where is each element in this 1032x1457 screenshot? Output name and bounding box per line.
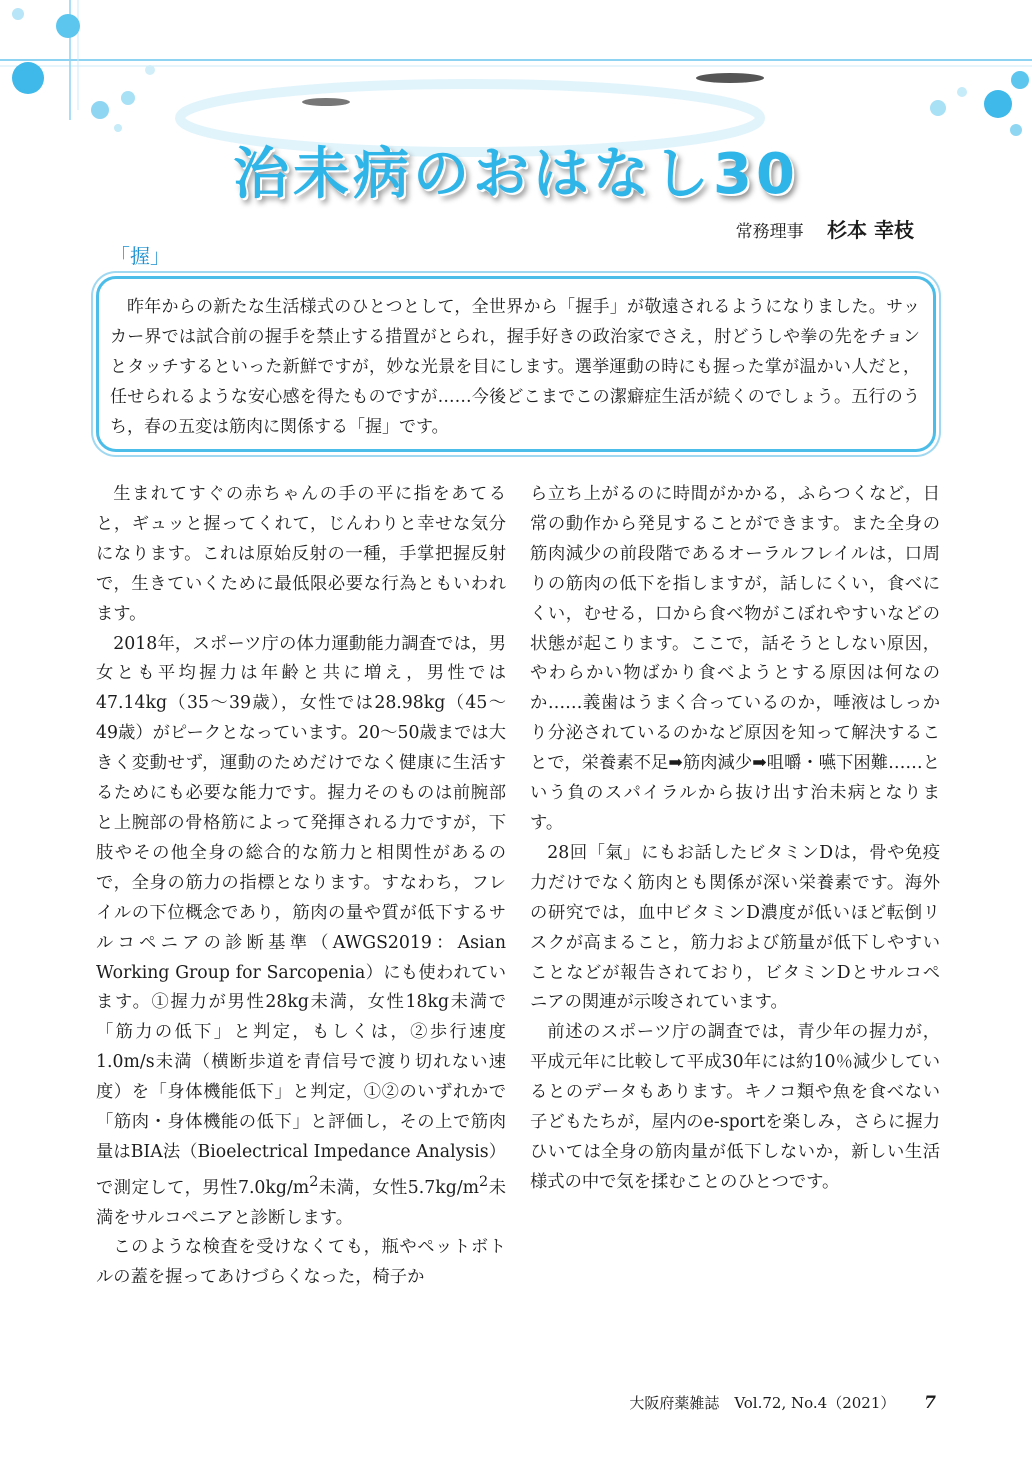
section-heading: 「握」 xyxy=(110,244,170,268)
left-paragraph-1: 生まれてすぐの赤ちゃんの手の平に指をあてると，ギュッと握ってくれて，じんわりと幸せな気分になります。これは原始反射の一種，手掌把握反射で，生きていくために最低限必要な行為ともいわれます。 xyxy=(96,484,506,624)
author-name: 杉本 幸枝 xyxy=(827,218,914,242)
right-paragraph-3: 前述のスポーツ庁の調査では，青少年の握力が，平成元年に比較して平成30年には約10％減少しているとのデータもあります。キノコ類や魚を食べない子どもたちが，屋内のe-sportを楽しみ，さらに握力ひいては全身の筋肉量が低下しないか，新しい生活様式の中で気を揉むことのひとつです。 xyxy=(530,1022,940,1192)
arrow-icon: ➡ xyxy=(668,753,683,774)
right-paragraph-1 xyxy=(530,480,940,839)
author-role: 常務理事 xyxy=(735,222,804,242)
journal-citation: 大阪府薬雑誌 Vol.72, No.4（2021） xyxy=(629,1394,896,1412)
superscript-2a: 2 xyxy=(309,1173,319,1190)
right-column xyxy=(530,480,940,1198)
right-paragraph-2: 28回「氣」にもお話したビタミンDは，骨や免疫力だけでなく筋肉とも関係が深い栄養素です。海外の研究では，血中ビタミンD濃度が低いほど転倒リスクが高まること，筋力および筋量が低下しやすいことなどが報告されており，ビタミンDとサルコペニアの関連が示唆されています。 xyxy=(530,842,940,1013)
left-column xyxy=(96,480,506,1293)
author-line xyxy=(736,214,914,243)
arrow-icon: ➡ xyxy=(752,753,767,774)
left-paragraph-2-c: 未満をサルコペニアと診断します。 xyxy=(96,1177,506,1228)
page-number: 7 xyxy=(924,1393,936,1413)
page-title: 治未病のおはなし30 xyxy=(233,142,799,207)
left-paragraph-2 xyxy=(96,630,506,1234)
intro-paragraph: 昨年からの新たな生活様式のひとつとして，全世界から「握手」が敬遠されるようになりました。サッカー界では試合前の握手を禁止する措置がとられ，握手好きの政治家でさえ，肘どうしや拳の先をチョンとタッチするといった新鮮ですが，妙な光景を目にします。選挙運動の時にも握った掌が温かい人だと，任せられるような安心感を得たものですが……今後どこまでこの潔癖症生活が続くのでしょう。五行のうち，春の五変は筋肉に関係する「握」です。 xyxy=(110,297,920,437)
right-paragraph-1-b: 筋肉減少 xyxy=(682,753,753,774)
left-paragraph-2-a: 2018年，スポーツ庁の体力運動能力調査では，男女とも平均握力は年齢と共に増え，男性では47.14kg（35～39歳），女性では28.98kg（45～49歳）がピークとなっています。20～50歳までは大きく変動せず，運動のためだけでなく健康に生活するためにも必要な能力です。握力そのものは前腕部と上腕部の骨格筋によって発揮される力ですが，下肢やその他全身の総合的な筋力と相関性があるので，全身の筋力の指標となります。すなわち，フレイルの下位概念であり，筋肉の量や質が低下するサルコペニアの診断基準（AWGS2019：Asian Working Group for Sarcopenia）にも使われています。①握力が男性28kg未満，女性18kg未満で「筋力の低下」と判定，もしくは，②歩行速度1.0m/s未満（横断歩道を青信号で渡り切れない速度）を「身体機能低下」と判定，①②のいずれかで「筋肉・身体機能の低下」と評価し，その上で筋肉量はBIA法（Bioelectrical Impedance Analysis）で測定して，男性7.0kg/m xyxy=(96,633,506,1198)
right-paragraph-1-a: ら立ち上がるのに時間がかかる，ふらつくなど，日常の動作から発見することができます。また全身の筋肉減少の前段階であるオーラルフレイルは，口周りの筋肉の低下を指しますが，話しにくい，食べにくい，むせる，口から食べ物がこぼれやすいなどの状態が起こります。ここで，話そうとしない原因，やわらかい物ばかり食べようとする原因は何なのか……義歯はうまく合っているのか，唾液はしっかり分泌されているのかなど原因を知って解決することで，栄養素不足 xyxy=(530,484,940,774)
left-paragraph-3: このような検査を受けなくても，瓶やペットボトルの蓋を握ってあけづらくなった，椅子か xyxy=(96,1237,506,1288)
left-paragraph-2-b: 未満，女性5.7kg/m xyxy=(318,1177,480,1198)
intro-text-block xyxy=(110,292,920,442)
superscript-2b: 2 xyxy=(479,1173,489,1190)
page-footer xyxy=(629,1392,936,1413)
right-paragraph-1-c: 咀嚼・嚥下困難……という負のスパイラルから抜け出す治未病となります。 xyxy=(530,753,940,833)
